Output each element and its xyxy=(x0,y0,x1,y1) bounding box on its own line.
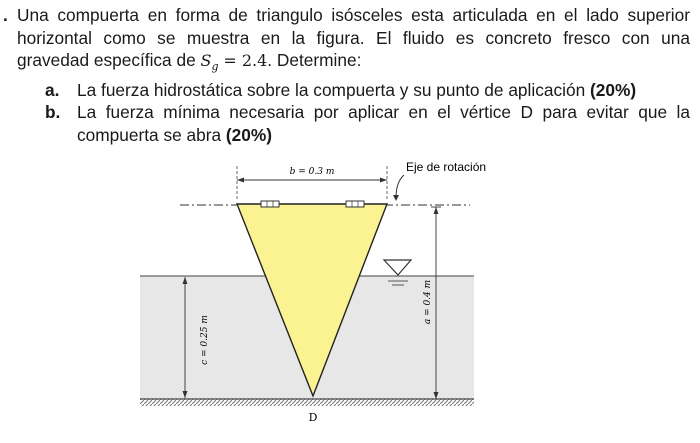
sg-symbol: S xyxy=(200,51,212,70)
sg-subscript: g xyxy=(211,60,219,74)
item-b-percent: (20%) xyxy=(225,124,273,145)
free-surface-symbol xyxy=(384,260,411,275)
hinge-right xyxy=(346,201,364,207)
ground-hatch xyxy=(140,399,474,406)
problem-text-1: Una compuerta en forma de triangulo isósceles esta articulada en el lado superior xyxy=(17,5,690,25)
dimension-a-label: a = 0.4 m xyxy=(423,279,433,325)
vertex-d-label: D xyxy=(308,411,318,424)
problem-text-3-suffix: . Determine: xyxy=(267,50,362,70)
hinge-left xyxy=(261,201,279,207)
hinge-label: Eje de rotación xyxy=(406,160,487,174)
item-a-body: La fuerza hidrostática sobre la compuerta y su punto de aplicación xyxy=(77,79,586,100)
hinge-leader xyxy=(396,175,404,198)
problem-text-3: gravedad específica de xyxy=(17,50,196,70)
problem-bullet: . xyxy=(3,5,8,25)
item-a-percent: (20%) xyxy=(590,79,637,100)
item-b-body-2: compuerta se abra xyxy=(77,124,222,145)
dimension-b-label: b = 0.3 m xyxy=(289,167,335,177)
item-b-letter: b. xyxy=(45,102,61,123)
item-a-letter: a. xyxy=(45,79,60,100)
problem-text-2: horizontal como se muestra en la figura. El fluido es concreto fresco con una xyxy=(17,27,690,48)
dimension-c-label: c = 0.25 m xyxy=(200,315,210,365)
specific-gravity-value: = 2.4 xyxy=(223,51,268,70)
item-b-text-1: La fuerza mínima necesaria por aplicar en el vértice D para evitar que la xyxy=(77,102,690,123)
